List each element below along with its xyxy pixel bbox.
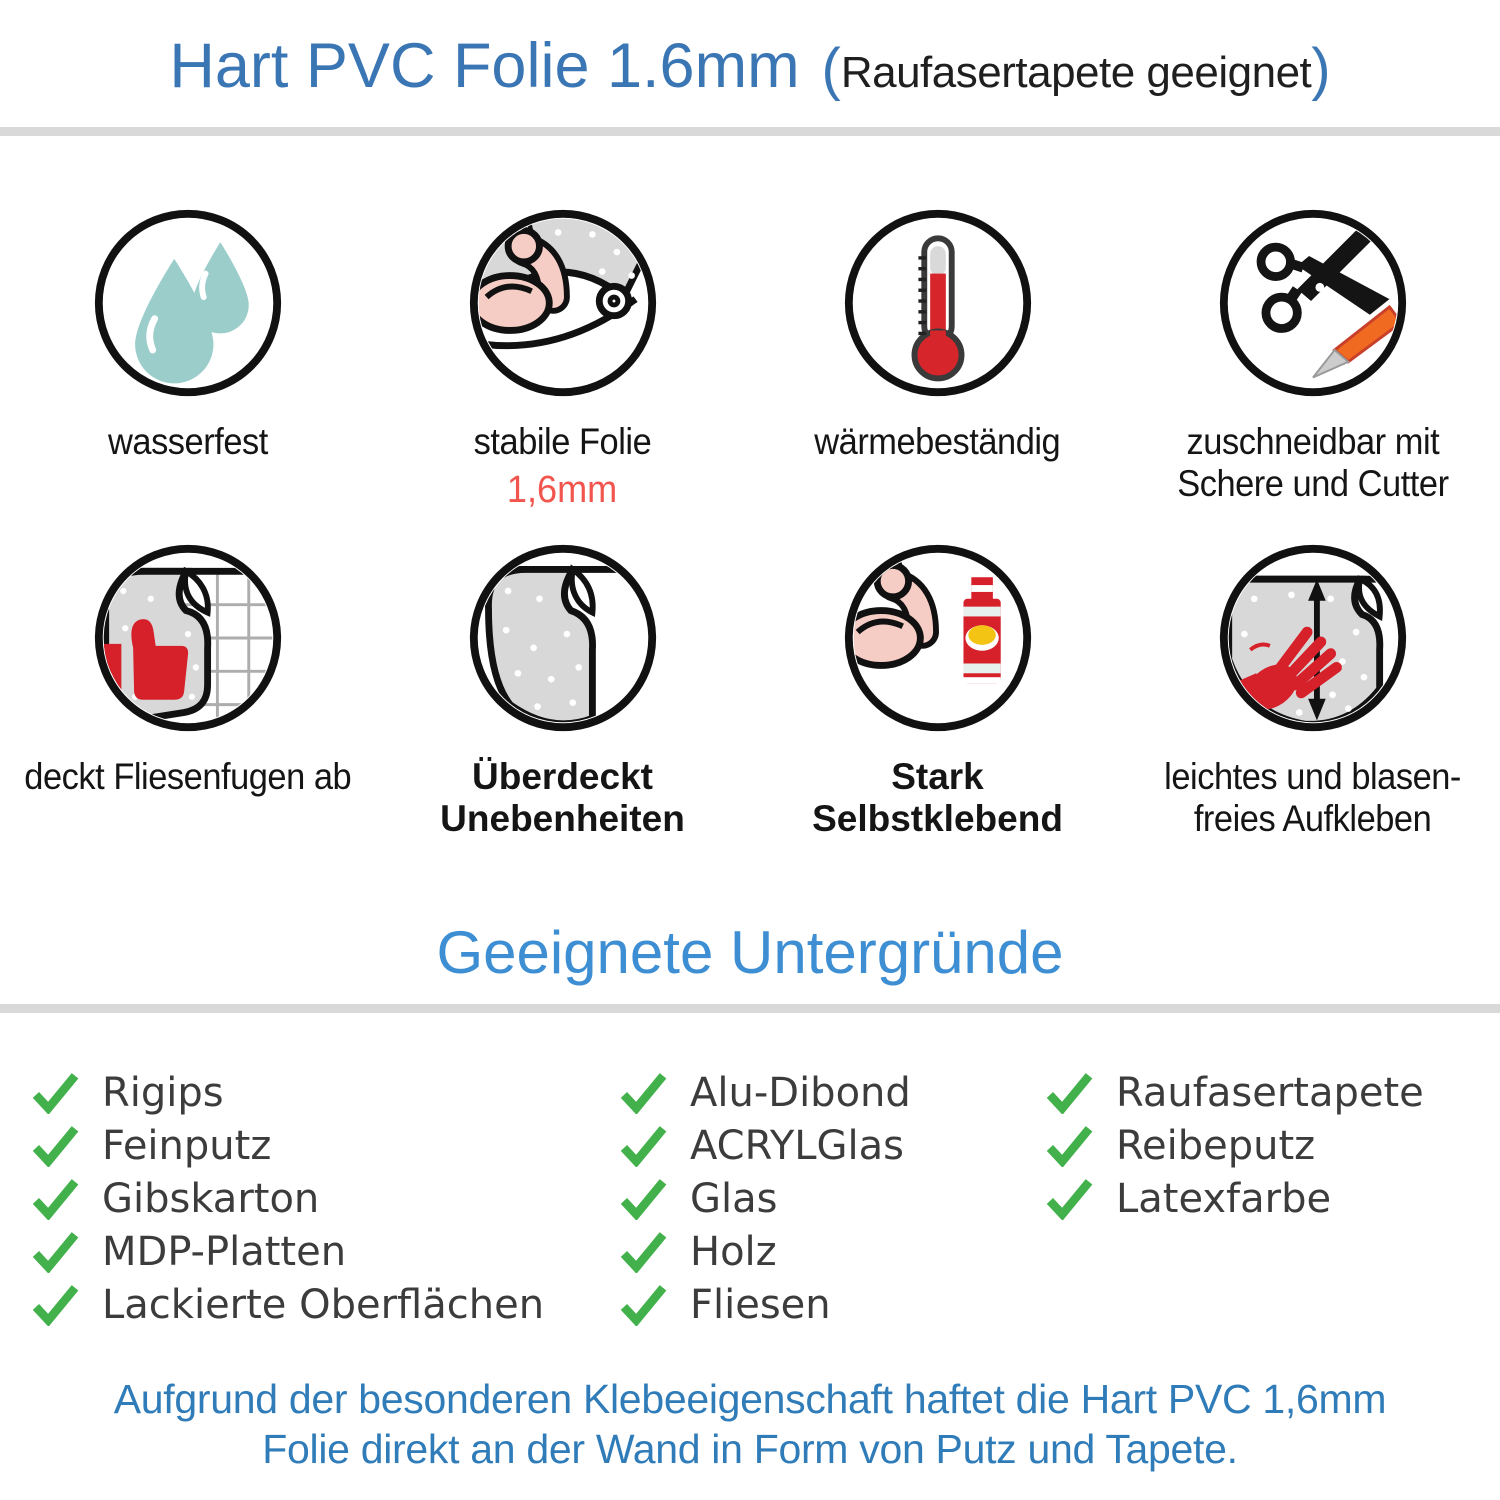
bubble-free-icon (1215, 540, 1411, 736)
substrate-item (618, 1172, 911, 1225)
checkmark-icon (1044, 1178, 1094, 1220)
feature-label-line: Stark (891, 756, 984, 797)
feature-label-line: Schere und Cutter (1176, 463, 1449, 505)
substrates-column-2 (618, 1066, 911, 1331)
substrate-item (30, 1225, 544, 1278)
checkmark-icon (30, 1178, 80, 1220)
substrates-column-3 (1044, 1066, 1424, 1225)
substrate-label: Rigips (102, 1069, 224, 1116)
substrate-label: Gibskarton (102, 1175, 320, 1222)
checkmark-icon (30, 1125, 80, 1167)
substrate-label: Raufasertapete (1116, 1069, 1424, 1116)
feature-label-line: Selbstklebend (812, 798, 1063, 840)
feature-label (1177, 421, 1448, 505)
feature-row-1 (0, 205, 1500, 512)
feature-label-line: deckt Fliesenfugen ab (24, 756, 351, 797)
feature-label (812, 756, 1063, 840)
feature-label (24, 756, 351, 798)
footer-line-1: Aufgrund der besonderen Klebeeigenschaft haftet die Hart PVC 1,6mm (113, 1376, 1387, 1422)
feature-label-line: wärmebeständig (814, 421, 1061, 462)
divider-substrates (0, 1004, 1500, 1013)
tile-joints-thumb-icon (90, 540, 286, 736)
feature-row-2 (0, 540, 1500, 840)
self-adhesive-icon (840, 540, 1036, 736)
substrate-item (618, 1119, 911, 1172)
feature-covers-unevenness (375, 540, 750, 840)
substrate-label: Alu-Dibond (690, 1069, 911, 1116)
checkmark-icon (618, 1125, 668, 1167)
title-space (804, 31, 822, 101)
feature-sublabel-thickness: 1,6mm (507, 469, 618, 512)
feature-label (815, 421, 1061, 463)
feature-covers-tile-joints (0, 540, 375, 840)
feature-label (108, 421, 268, 463)
checkmark-icon (1044, 1072, 1094, 1114)
footer-line-2: Folie direkt an der Wand in Form von Putz und Tapete. (262, 1426, 1238, 1473)
feature-self-adhesive (750, 540, 1125, 840)
feature-label (1164, 756, 1461, 840)
feature-label (440, 756, 685, 840)
checkmark-icon (618, 1072, 668, 1114)
feature-label-line: freies Aufkleben (1193, 798, 1432, 840)
footer-note (0, 1374, 1500, 1474)
water-drops-icon (90, 205, 286, 401)
title-paren-open: ( (821, 37, 841, 102)
substrate-item (30, 1066, 544, 1119)
checkmark-icon (30, 1231, 80, 1273)
feature-stable-foil (375, 205, 750, 512)
feature-waterproof (0, 205, 375, 512)
feature-label-line: zuschneidbar mit (1186, 421, 1439, 462)
covers-unevenness-icon (465, 540, 661, 736)
substrate-label: Reibeputz (1116, 1122, 1316, 1169)
page-title (0, 30, 1500, 103)
substrate-label: Feinputz (102, 1122, 272, 1169)
feature-label-line: Überdeckt (472, 756, 653, 797)
substrates-heading: Geeignete Untergründe (436, 919, 1064, 986)
page-title-main: Hart PVC Folie 1.6mm (169, 31, 800, 101)
checkmark-icon (618, 1284, 668, 1326)
thermometer-icon (840, 205, 1036, 401)
feature-label-line: leichtes und blasen- (1164, 756, 1461, 797)
substrate-item (30, 1119, 544, 1172)
scissors-cutter-icon (1215, 205, 1411, 401)
divider-top (0, 127, 1500, 136)
substrate-label: Fliesen (690, 1281, 831, 1328)
feature-label-line: Unebenheiten (440, 798, 685, 840)
checkmark-icon (30, 1284, 80, 1326)
checkmark-icon (618, 1178, 668, 1220)
checkmark-icon (1044, 1125, 1094, 1167)
page-title-subtitle: Raufasertapete geeignet (840, 48, 1312, 97)
substrate-item (1044, 1119, 1424, 1172)
substrate-label: ACRYLGlas (690, 1122, 905, 1169)
substrate-item (30, 1278, 544, 1331)
substrate-item (618, 1066, 911, 1119)
feature-label-line: stabile Folie (473, 421, 652, 462)
feature-label-line: wasserfest (107, 421, 268, 462)
substrate-label: Holz (690, 1228, 777, 1275)
substrate-item (618, 1278, 911, 1331)
strong-foil-icon (465, 205, 661, 401)
checkmark-icon (618, 1231, 668, 1273)
feature-cuttable (1125, 205, 1500, 512)
checkmark-icon (30, 1072, 80, 1114)
substrate-label: MDP-Platten (102, 1228, 347, 1275)
substrate-label: Latexfarbe (1116, 1175, 1332, 1222)
substrate-item (30, 1172, 544, 1225)
feature-bubble-free (1125, 540, 1500, 840)
feature-heat-resistant (750, 205, 1125, 512)
title-paren-close: ) (1311, 37, 1331, 102)
substrate-item (618, 1225, 911, 1278)
feature-label (474, 421, 652, 463)
substrate-item (1044, 1172, 1424, 1225)
substrate-label: Lackierte Oberflächen (102, 1281, 545, 1328)
substrate-item (1044, 1066, 1424, 1119)
substrates-column-1 (30, 1066, 544, 1331)
substrate-label: Glas (690, 1175, 778, 1222)
